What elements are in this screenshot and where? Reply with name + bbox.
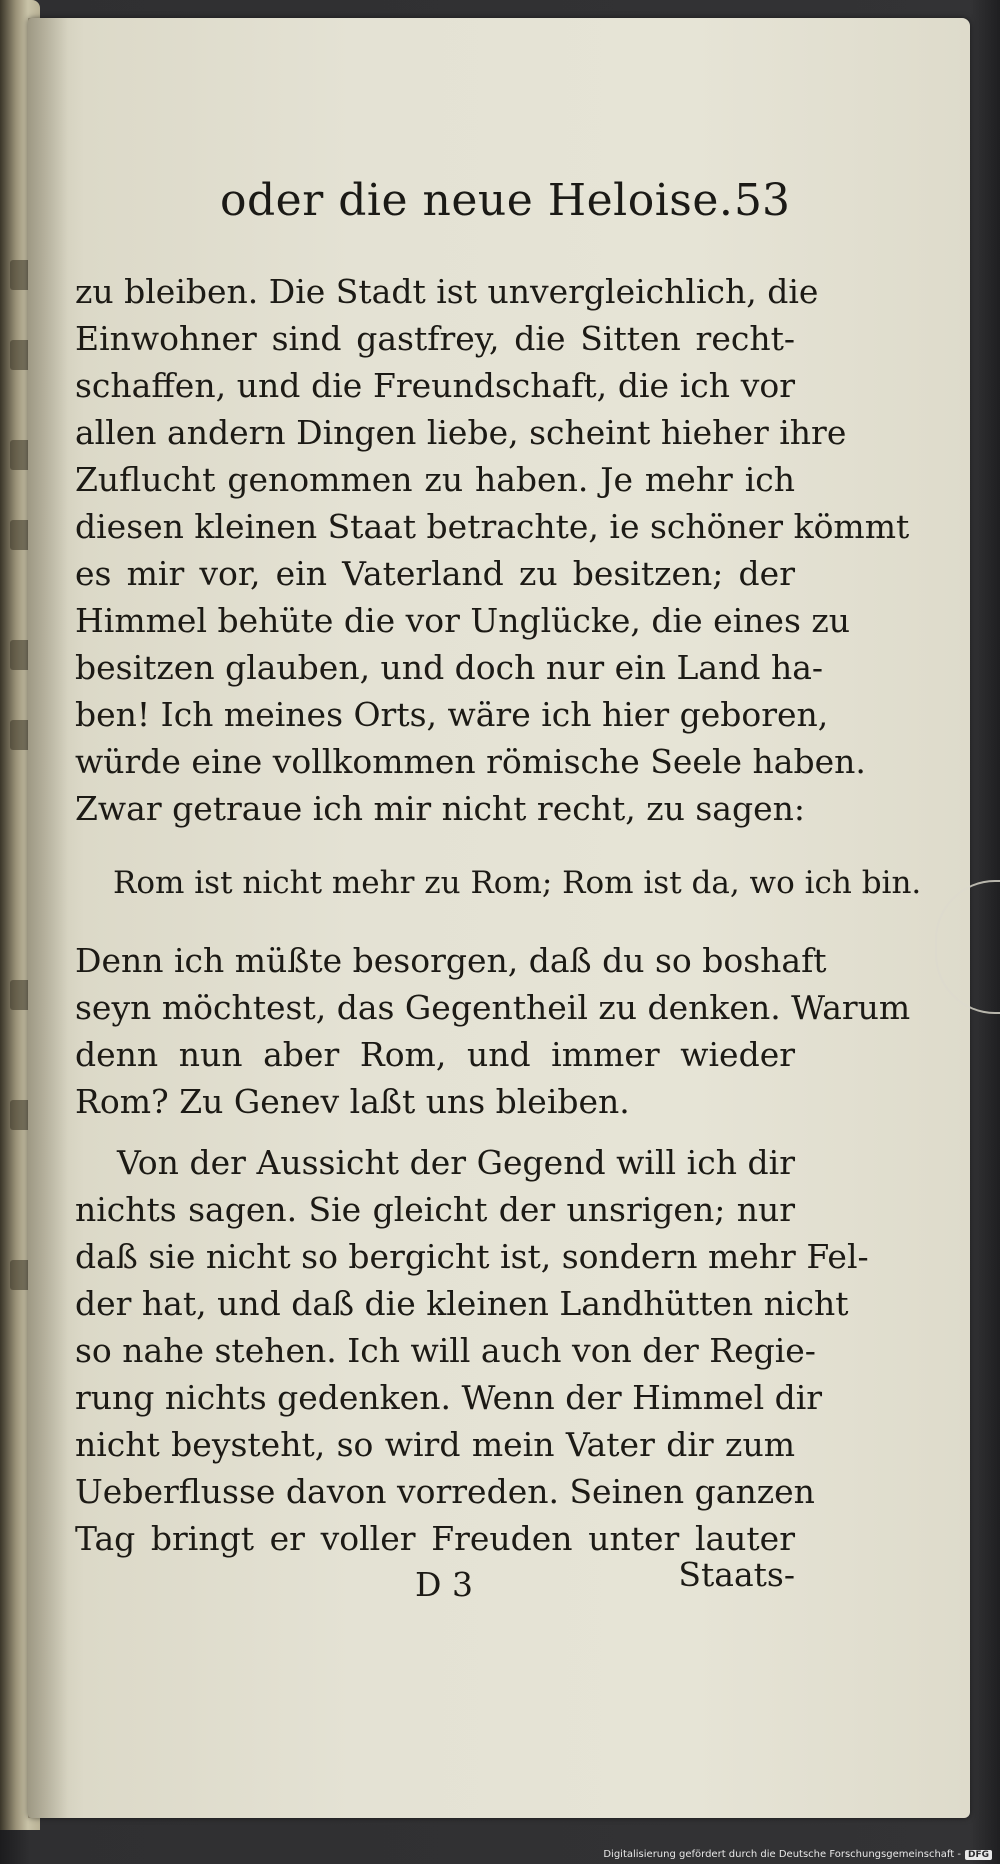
text-line: seyn möchtest, das Gegentheil zu denken. Warum bbox=[75, 988, 911, 1027]
text-line: denn nun aber Rom, und immer wieder bbox=[75, 1035, 795, 1074]
text-line: Denn ich müßte besorgen, daß du so boshaft bbox=[75, 941, 827, 980]
text-line: Tag bringt er voller Freuden unter lauter bbox=[75, 1519, 795, 1558]
text-line: nichts sagen. Sie gleicht der unsrigen; nur bbox=[75, 1190, 795, 1229]
text-line: ben! Ich meines Orts, wäre ich hier geboren, bbox=[75, 695, 829, 734]
credit-text: Digitalisierung gefördert durch die Deutsche Forschungsgemeinschaft - bbox=[603, 1849, 961, 1860]
text-line: so nahe stehen. Ich will auch von der Regie- bbox=[75, 1331, 816, 1370]
page-number: 53 bbox=[734, 175, 790, 226]
running-head: oder die neue Heloise. bbox=[220, 175, 734, 226]
text-line: besitzen glauben, und doch nur ein Land ha- bbox=[75, 648, 824, 687]
text-line: es mir vor, ein Vaterland zu besitzen; der bbox=[75, 554, 795, 593]
text-line: Zuflucht genommen zu haben. Je mehr ich bbox=[75, 460, 795, 499]
verse-quotation: Rom ist nicht mehr zu Rom; Rom ist da, wo ich bin. bbox=[113, 865, 922, 901]
text-line: der hat, und daß die kleinen Landhütten nicht bbox=[75, 1284, 849, 1323]
dfg-logo: DFG bbox=[965, 1850, 992, 1860]
text-line: Einwohner sind gastfrey, die Sitten recht- bbox=[75, 319, 795, 358]
text-line: nicht beysteht, so wird mein Vater dir zum bbox=[75, 1425, 795, 1464]
paragraph-2 bbox=[75, 937, 911, 1125]
text-line: Zwar getraue ich mir nicht recht, zu sagen: bbox=[75, 789, 805, 828]
catchword: Staats- bbox=[678, 1555, 795, 1594]
text-line: würde eine vollkommen römische Seele haben. bbox=[75, 742, 866, 781]
digitization-credit bbox=[603, 1849, 992, 1860]
page-footer bbox=[395, 1555, 795, 1615]
paragraph-1 bbox=[75, 268, 910, 832]
text-line: Von der Aussicht der Gegend will ich dir bbox=[117, 1143, 795, 1182]
text-line: Rom? Zu Genev laßt uns bleiben. bbox=[75, 1082, 630, 1121]
text-line: Himmel behüte die vor Unglücke, die eines zu bbox=[75, 601, 851, 640]
signature-mark: D 3 bbox=[415, 1565, 473, 1604]
paragraph-gap bbox=[75, 1125, 795, 1139]
page-header bbox=[220, 175, 790, 235]
text-line: zu bleiben. Die Stadt ist unvergleichlich, die bbox=[75, 272, 819, 311]
text-line: allen andern Dingen liebe, scheint hieher ihre bbox=[75, 413, 847, 452]
text-line: schaffen, und die Freundschaft, die ich vor bbox=[75, 366, 795, 405]
text-line: Ueberflusse davon vorreden. Seinen ganzen bbox=[75, 1472, 815, 1511]
gutter-shadow bbox=[28, 18, 68, 1818]
text-line: daß sie nicht so bergicht ist, sondern mehr Fel- bbox=[75, 1237, 869, 1276]
text-line: rung nichts gedenken. Wenn der Himmel dir bbox=[75, 1378, 823, 1417]
body-text bbox=[75, 268, 922, 1562]
text-line: diesen kleinen Staat betrachte, ie schöner kömmt bbox=[75, 507, 910, 546]
paragraph-3 bbox=[75, 1139, 869, 1562]
